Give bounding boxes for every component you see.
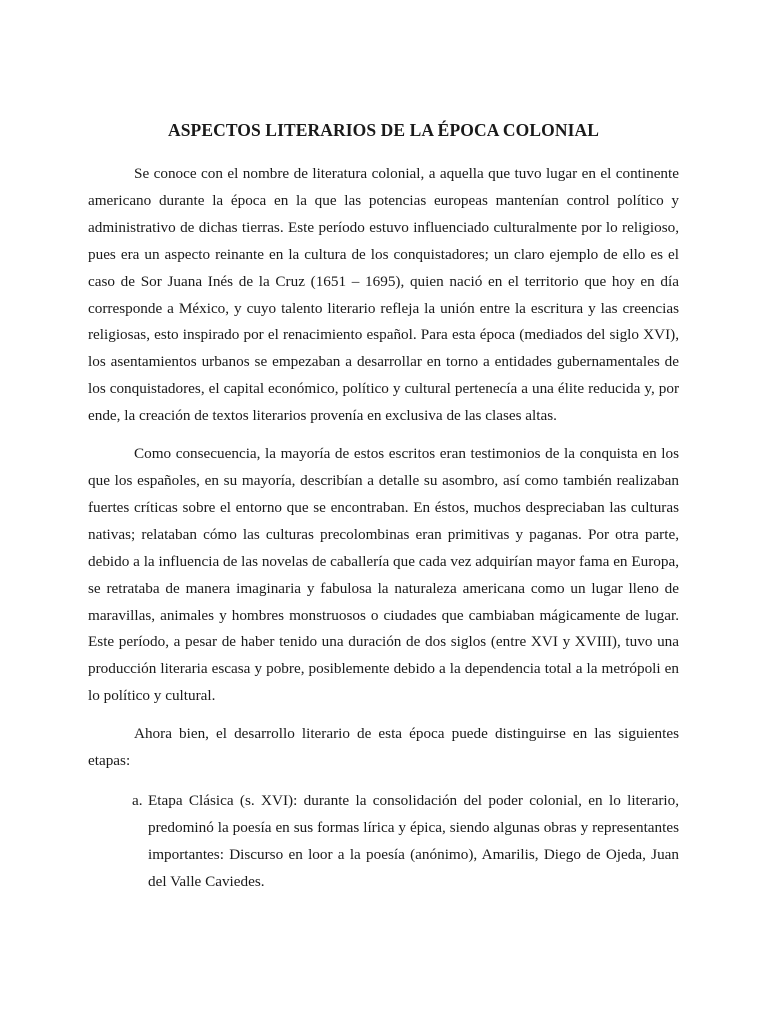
document-page [88,118,679,895]
stages-list [88,787,679,895]
paragraph-stages-intro: Ahora bien, el desarrollo literario de esta época puede distinguirse en las siguientes etapas: [88,725,679,770]
document-title: ASPECTOS LITERARIOS DE LA ÉPOCA COLONIAL [167,120,600,140]
list-marker: a. [132,791,143,809]
paragraph-intro: Se conoce con el nombre de literatura colonial, a aquella que tuvo lugar en el continente americano durante la época en la que las potencias europeas mantenían control político y administrativo de dichas tierras. Este período estuvo influenciado culturalmente por lo religioso, pues era un aspecto reinante en la cultura de los conquistadores; un claro ejemplo de ello es el caso de Sor Juana Inés de la Cruz (1651 – 1695), quien nació en el territorio que hoy en día corresponde a México, y cuyo talento literario refleja la unión entre la escritura y las creencias religiosas, esto inspirado por el renacimiento español. Para esta época (mediados del siglo XVI), los asentamientos urbanos se empezaban a desarrollar en torno a entidades gubernamentales de los conquistadores, el capital económico, político y cultural pertenecía a una élite reducida y, por ende, la creación de textos literarios provenía en exclusiva de las clases altas. [88,165,679,425]
list-item [132,787,679,895]
paragraph-consequence: Como consecuencia, la mayoría de estos escritos eran testimonios de la conquista en los que los españoles, en su mayoría, describían a detalle su asombro, así como también realizaban fuertes críticas sobre el entorno que se encontraban. En éstos, muchos despreciaban las culturas nativas; relataban cómo las culturas precolombinas eran primitivas y paganas. Por otra parte, debido a la influencia de las novelas de caballería que cada vez adquirían mayor fama en Europa, se retrataba de manera imaginaria y fabulosa la naturaleza americana como un lugar lleno de maravillas, animales y hombres monstruosos o ciudades que cambiaban mágicamente de lugar. Este período, a pesar de haber tenido una duración de dos siglos (entre XVI y XVIII), tuvo una producción literaria escasa y pobre, posiblemente debido a la dependencia total a la metrópoli en lo político y cultural. [88,445,679,705]
list-item-text: Etapa Clásica (s. XVI): durante la consolidación del poder colonial, en lo literario, predominó la poesía en sus formas lírica y épica, siendo algunas obras y representantes importantes: Discurso en loor a la poesía (anónimo), Amarilis, Diego de Ojeda, Juan del Valle Caviedes. [148,791,679,890]
